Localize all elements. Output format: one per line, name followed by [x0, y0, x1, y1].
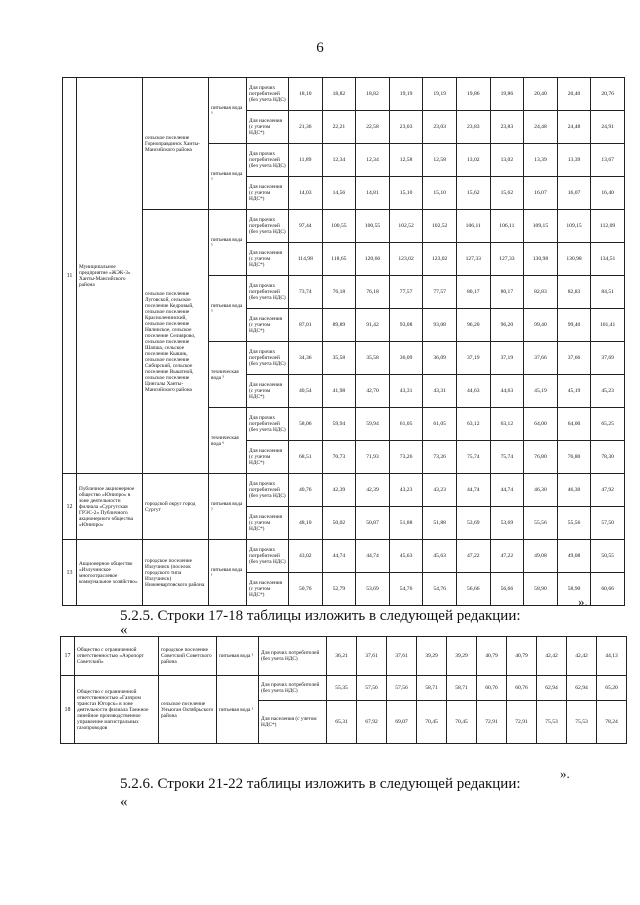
consumer-category: Для населения (с учетом НДС*) [247, 573, 289, 606]
tariff-value: 84,51 [591, 276, 625, 309]
tariff-value: 37,61 [357, 637, 387, 676]
tariff-value: 20,40 [524, 78, 558, 111]
territory-name: сельское поселение Горноправдинск Ханты-Мансийского района [143, 78, 209, 210]
tariff-value: 91,42 [356, 309, 390, 342]
tariff-value: 75,74 [456, 441, 490, 474]
tariff-value: 23,83 [456, 111, 490, 144]
consumer-category: Для прочих потребителей (без учета НДС) [259, 637, 327, 676]
tariff-value: 21,36 [289, 111, 323, 144]
tariff-value: 51,88 [423, 507, 457, 540]
tariff-value: 58,90 [524, 573, 558, 606]
table-row [61, 637, 627, 676]
tariff-value: 53,69 [490, 507, 524, 540]
tariff-value: 23,83 [490, 111, 524, 144]
tariff-value: 55,56 [524, 507, 558, 540]
tariff-value: 35,58 [322, 342, 356, 375]
water-type: питьевая вода ¹ [217, 676, 259, 744]
water-type: питьевая вода ³ [209, 144, 247, 210]
tariff-value: 52,79 [322, 573, 356, 606]
tariff-value: 134,51 [591, 243, 625, 276]
tariff-value: 76,18 [356, 276, 390, 309]
tariff-value: 62,94 [567, 676, 597, 701]
tariff-value: 57,56 [357, 676, 387, 701]
tariff-value: 13,39 [524, 144, 558, 177]
tariff-value: 14,81 [356, 177, 390, 210]
tariff-value: 82,83 [557, 276, 591, 309]
tariff-value: 39,29 [447, 637, 477, 676]
tariff-value: 123,02 [423, 243, 457, 276]
tariff-value: 63,12 [456, 408, 490, 441]
tariff-value: 49,08 [524, 540, 558, 573]
tariff-value: 42,70 [356, 375, 390, 408]
tariff-value: 15,10 [423, 177, 457, 210]
section-heading: 5.2.6. Строки 21-22 таблицы изложить в следующей редакции: [120, 776, 521, 792]
tariff-value: 16,40 [591, 177, 625, 210]
tariff-value: 50,87 [356, 507, 390, 540]
water-type: питьевая вода ¹ [217, 637, 259, 676]
tariff-value: 65,31 [327, 701, 357, 744]
consumer-category: Для прочих потребителей (без учета НДС) [247, 342, 289, 375]
tariff-value: 93,08 [423, 309, 457, 342]
tariff-value: 47,22 [490, 540, 524, 573]
tariff-value: 43,31 [389, 375, 423, 408]
tariff-value: 18,10 [289, 78, 323, 111]
tariff-value: 72,91 [507, 701, 537, 744]
tariff-value: 39,29 [417, 637, 447, 676]
tariff-value: 114,98 [289, 243, 323, 276]
tariff-value: 37,19 [490, 342, 524, 375]
tariff-value: 75,74 [490, 441, 524, 474]
tariff-value: 64,00 [524, 408, 558, 441]
tariff-value: 59,94 [322, 408, 356, 441]
territory-name: сельское поселение Унъюган Октябрьского района [159, 676, 217, 744]
tariff-value: 123,02 [389, 243, 423, 276]
row-number: 12 [63, 474, 77, 540]
organization-name: Публичное акционерное общество «Юнипро» в зоне деятельности филиала «Сургутская ГРЭС-2» Публичного акционерного общества «Юнипро» [77, 474, 143, 540]
tariff-value: 106,11 [490, 210, 524, 243]
tariff-value: 118,65 [322, 243, 356, 276]
tariff-value: 127,33 [490, 243, 524, 276]
tariff-value: 12,58 [423, 144, 457, 177]
tariff-value: 14,03 [289, 177, 323, 210]
table-row [63, 78, 625, 111]
tariff-value: 106,11 [456, 210, 490, 243]
tariff-value: 46,30 [524, 474, 558, 507]
organization-name: Общество с ограниченной ответственностью «Аэропорт Советский» [75, 637, 159, 676]
consumer-category: Для населения (с учетом НДС*) [247, 375, 289, 408]
organization-name: Общество с ограниченной ответственностью «Газпром трансгаз Югорск» в зоне деятельности филиала Таежное линейное производственное управление магистральных газопроводов [75, 676, 159, 744]
tariff-value: 40,79 [507, 637, 537, 676]
tariff-value: 58,90 [557, 573, 591, 606]
tariff-value: 13,02 [456, 144, 490, 177]
tariff-value: 77,57 [389, 276, 423, 309]
tariff-value: 76,80 [557, 441, 591, 474]
tariff-value: 130,98 [524, 243, 558, 276]
tariff-value: 36,09 [423, 342, 457, 375]
table-row [63, 540, 625, 573]
territory-name: городское поселение Излучинск (поселок городского типа Излучинск) Нижневартовского района [143, 540, 209, 606]
table-row [63, 474, 625, 507]
tariff-value: 55,35 [327, 676, 357, 701]
tariff-value: 50,76 [289, 573, 323, 606]
tariff-value: 37,61 [387, 637, 417, 676]
tariff-value: 14,56 [322, 177, 356, 210]
tariff-value: 51,88 [389, 507, 423, 540]
organization-name: Акционерное общество «Излучинское многоотраслевое коммунальное хозяйство» [77, 540, 143, 606]
tariff-value: 75,53 [537, 701, 567, 744]
tariff-value: 60,66 [591, 573, 625, 606]
consumer-category: Для населения (с учетом НДС*) [259, 701, 327, 744]
opening-quote: « [120, 794, 128, 810]
water-type: питьевая вода ³ [209, 78, 247, 144]
tariff-value: 93,08 [389, 309, 423, 342]
territory-name: сельское поселение Луговской, сельское поселение Кедровый, сельское поселение Красноленинский, сельское поселение Нялинское, сельское поселение Селиярово, сельское поселение Шапша, сельское поселение Кышик, сельское поселение Сибирский, сельское поселение Выкатной, сельское поселение Цингалы Ханты-Мансийского района [143, 210, 209, 474]
tariff-value: 18,82 [356, 78, 390, 111]
tariff-value: 96,20 [490, 309, 524, 342]
tariff-value: 36,21 [327, 637, 357, 676]
tariff-value: 44,63 [490, 375, 524, 408]
organization-name: Муниципальное предприятие «ЖЭК-3» Ханты-Мансийского района [77, 78, 143, 474]
tariff-value: 53,69 [456, 507, 490, 540]
tariff-value: 72,91 [477, 701, 507, 744]
tariff-value: 13,67 [591, 144, 625, 177]
tariff-value: 44,74 [490, 474, 524, 507]
consumer-category: Для прочих потребителей (без учета НДС) [259, 676, 327, 701]
tariff-value: 16,07 [524, 177, 558, 210]
tariff-value: 54,76 [423, 573, 457, 606]
tariff-value: 109,15 [524, 210, 558, 243]
tariff-value: 75,53 [567, 701, 597, 744]
tariff-value: 77,57 [423, 276, 457, 309]
tariff-value: 13,02 [490, 144, 524, 177]
row-number: 11 [63, 78, 77, 474]
tariff-value: 68,51 [289, 441, 323, 474]
tariff-value: 40,79 [477, 637, 507, 676]
consumer-category: Для населения (с учетом НДС*) [247, 507, 289, 540]
tariff-value: 23,03 [389, 111, 423, 144]
tariff-value: 35,58 [356, 342, 390, 375]
tariff-value: 19,19 [423, 78, 457, 111]
table-row [63, 210, 625, 243]
tariff-value: 87,01 [289, 309, 323, 342]
water-type: питьевая вода ⁵ [209, 210, 247, 276]
tariff-value: 15,10 [389, 177, 423, 210]
consumer-category: Для прочих потребителей (без учета НДС) [247, 540, 289, 573]
tariff-value: 57,56 [387, 676, 417, 701]
tariff-value: 42,42 [537, 637, 567, 676]
tariff-value: 23,03 [423, 111, 457, 144]
closing-quote: ». [578, 594, 588, 609]
tariff-value: 40,54 [289, 375, 323, 408]
tariff-value: 73,26 [389, 441, 423, 474]
tariff-value: 61,05 [389, 408, 423, 441]
tariff-value: 96,20 [456, 309, 490, 342]
tariff-table-rows-17-18 [60, 636, 627, 744]
tariff-value: 44,74 [456, 474, 490, 507]
tariff-value: 11,89 [289, 144, 323, 177]
tariff-value: 45,63 [423, 540, 457, 573]
tariff-value: 99,40 [557, 309, 591, 342]
water-type: питьевая вода ⁵ [209, 276, 247, 342]
tariff-value: 102,52 [423, 210, 457, 243]
opening-quote: « [120, 622, 128, 638]
tariff-value: 99,40 [524, 309, 558, 342]
tariff-value: 70,45 [447, 701, 477, 744]
tariff-value: 54,76 [389, 573, 423, 606]
consumer-category: Для прочих потребителей (без учета НДС) [247, 276, 289, 309]
section-heading: 5.2.5. Строки 17-18 таблицы изложить в следующей редакции: [120, 608, 521, 624]
tariff-value: 58,06 [289, 408, 323, 441]
consumer-category: Для прочих потребителей (без учета НДС) [247, 210, 289, 243]
tariff-value: 12,34 [322, 144, 356, 177]
tariff-value: 16,07 [557, 177, 591, 210]
tariff-value: 112,09 [591, 210, 625, 243]
tariff-value: 100,55 [356, 210, 390, 243]
tariff-value: 24,48 [557, 111, 591, 144]
tariff-value: 15,62 [490, 177, 524, 210]
tariff-value: 80,17 [490, 276, 524, 309]
tariff-value: 97,44 [289, 210, 323, 243]
tariff-value: 12,34 [356, 144, 390, 177]
tariff-value: 73,74 [289, 276, 323, 309]
tariff-value: 102,52 [389, 210, 423, 243]
tariff-value: 76,80 [524, 441, 558, 474]
tariff-value: 100,55 [322, 210, 356, 243]
water-type: техническая вода ⁶ [209, 408, 247, 474]
water-type: техническая вода ⁵ [209, 342, 247, 408]
consumer-category: Для прочих потребителей (без учета НДС) [247, 78, 289, 111]
tariff-value: 37,19 [456, 342, 490, 375]
territory-name: городской округ город Сургут [143, 474, 209, 540]
tariff-value: 64,00 [557, 408, 591, 441]
tariff-value: 71,93 [356, 441, 390, 474]
tariff-value: 43,23 [423, 474, 457, 507]
tariff-value: 127,33 [456, 243, 490, 276]
tariff-value: 61,05 [423, 408, 457, 441]
consumer-category: Для населения (с учетом НДС*) [247, 309, 289, 342]
tariff-value: 50,02 [322, 507, 356, 540]
tariff-value: 37,66 [557, 342, 591, 375]
tariff-value: 19,19 [389, 78, 423, 111]
tariff-value: 78,24 [597, 701, 627, 744]
tariff-value: 50,55 [591, 540, 625, 573]
tariff-value: 82,83 [524, 276, 558, 309]
tariff-value: 120,66 [356, 243, 390, 276]
tariff-value: 43,31 [423, 375, 457, 408]
tariff-value: 22,21 [322, 111, 356, 144]
tariff-table-rows-11-13 [62, 77, 625, 606]
consumer-category: Для населения (с учетом НДС*) [247, 111, 289, 144]
tariff-value: 41,98 [322, 375, 356, 408]
tariff-value: 48,10 [289, 507, 323, 540]
tariff-value: 18,82 [322, 78, 356, 111]
tariff-value: 44,13 [597, 637, 627, 676]
tariff-value: 55,56 [557, 507, 591, 540]
consumer-category: Для прочих потребителей (без учета НДС) [247, 474, 289, 507]
tariff-value: 47,22 [456, 540, 490, 573]
tariff-value: 20,40 [557, 78, 591, 111]
row-number: 17 [61, 637, 75, 676]
tariff-value: 24,48 [524, 111, 558, 144]
tariff-value: 19,86 [456, 78, 490, 111]
tariff-value: 45,63 [389, 540, 423, 573]
tariff-value: 58,71 [417, 676, 447, 701]
tariff-value: 89,89 [322, 309, 356, 342]
tariff-value: 49,08 [557, 540, 591, 573]
tariff-value: 65,20 [597, 676, 627, 701]
tariff-value: 43,02 [289, 540, 323, 573]
tariff-value: 47,92 [591, 474, 625, 507]
tariff-value: 58,71 [447, 676, 477, 701]
tariff-value: 37,66 [524, 342, 558, 375]
tariff-value: 45,19 [524, 375, 558, 408]
tariff-value: 70,45 [417, 701, 447, 744]
table-row [61, 676, 627, 701]
tariff-value: 15,62 [456, 177, 490, 210]
tariff-value: 78,30 [591, 441, 625, 474]
tariff-value: 12,58 [389, 144, 423, 177]
tariff-value: 62,94 [537, 676, 567, 701]
tariff-value: 70,73 [322, 441, 356, 474]
tariff-value: 63,12 [490, 408, 524, 441]
tariff-value: 65,25 [591, 408, 625, 441]
tariff-value: 53,69 [356, 573, 390, 606]
page-number: 6 [316, 40, 324, 56]
row-number: 18 [61, 676, 75, 744]
tariff-value: 73,26 [423, 441, 457, 474]
tariff-value: 60,76 [477, 676, 507, 701]
tariff-value: 42,39 [322, 474, 356, 507]
tariff-value: 56,66 [456, 573, 490, 606]
consumer-category: Для населения (с учетом НДС*) [247, 243, 289, 276]
tariff-value: 60,76 [507, 676, 537, 701]
tariff-value: 43,23 [389, 474, 423, 507]
tariff-value: 20,76 [591, 78, 625, 111]
tariff-value: 36,09 [389, 342, 423, 375]
tariff-value: 44,74 [356, 540, 390, 573]
closing-quote: ». [560, 766, 570, 781]
tariff-value: 109,15 [557, 210, 591, 243]
consumer-category: Для прочих потребителей (без учета НДС) [247, 144, 289, 177]
tariff-value: 46,30 [557, 474, 591, 507]
tariff-value: 130,98 [557, 243, 591, 276]
tariff-value: 19,86 [490, 78, 524, 111]
tariff-value: 44,63 [456, 375, 490, 408]
consumer-category: Для населения (с учетом НДС*) [247, 177, 289, 210]
tariff-value: 67,92 [357, 701, 387, 744]
tariff-value: 42,42 [567, 637, 597, 676]
tariff-value: 24,91 [591, 111, 625, 144]
water-type: питьевая вода ³ [209, 474, 247, 540]
tariff-value: 34,36 [289, 342, 323, 375]
tariff-value: 42,39 [356, 474, 390, 507]
tariff-value: 22,58 [356, 111, 390, 144]
consumer-category: Для населения (с учетом НДС*) [247, 441, 289, 474]
tariff-value: 45,23 [591, 375, 625, 408]
tariff-value: 37,69 [591, 342, 625, 375]
territory-name: городское поселение Советский Советского района [159, 637, 217, 676]
tariff-value: 44,74 [322, 540, 356, 573]
water-type: питьевая вода ¹ [209, 540, 247, 606]
tariff-value: 45,19 [557, 375, 591, 408]
tariff-value: 69,07 [387, 701, 417, 744]
row-number: 13 [63, 540, 77, 606]
tariff-value: 59,94 [356, 408, 390, 441]
tariff-value: 13,39 [557, 144, 591, 177]
tariff-value: 57,50 [591, 507, 625, 540]
tariff-value: 76,18 [322, 276, 356, 309]
tariff-value: 40,76 [289, 474, 323, 507]
tariff-value: 80,17 [456, 276, 490, 309]
tariff-value: 101,41 [591, 309, 625, 342]
consumer-category: Для прочих потребителей (без учета НДС) [247, 408, 289, 441]
tariff-value: 56,66 [490, 573, 524, 606]
